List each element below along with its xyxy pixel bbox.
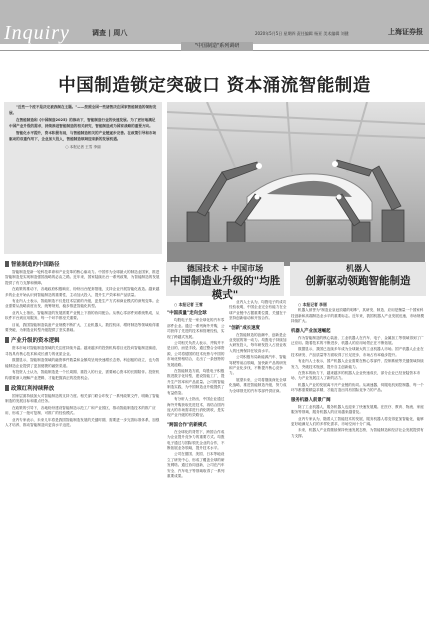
article-paragraph: 机器人产业的发展离不开产业链的协同。从减速器、伺服电机到控制器，每一个环节都需要精益求精，才能打造出具有国际竞争力的产品。	[291, 382, 424, 393]
article-paragraph: 有业内人士表示，国产机器人企业需要在核心零部件、控制系统等关键领域持续发力，突破技术瓶颈，提升自主创新能力。	[291, 359, 424, 369]
article-paragraph: 业内专家认为，随着人工智能技术的发展，服务机器人将变得更加智能化，能够更好地满足人们的多样化需求，市场空间十分广阔。	[291, 416, 424, 426]
article-paragraph: 除了工业机器人，服务机器人也迎来了快速发展期。在医疗、教育、物流、家庭服务等领域，服务机器人的应用越来越普及。	[291, 404, 424, 415]
section-heading: 政策红利持续释放	[5, 384, 161, 392]
lead-paragraph: "近些一个疫不是决定被我制在主题。"——按照全国一些诸智决在国家智能制造的领衔发展。	[9, 105, 157, 115]
right-column-headline: 创新驱动领跑智能制造	[305, 275, 411, 287]
section-en-title: Inquiry	[4, 22, 70, 44]
article-paragraph: 数据显示，我国已连续多年成为全球最大的工业机器人市场。国产机器人企业在技术研发、产品质量等方面取得了长足进步，市场占有率稳步提升。	[291, 347, 424, 357]
section-heading: 机器人产业加速崛起	[291, 328, 331, 334]
middle-article-column-b	[229, 300, 287, 622]
article-paragraph: 有分析人士指出，中国企业通过海外并购获取先进技术，再结合国内庞大的市场需求进行消化吸收，是实现产业升级的有效路径。	[167, 397, 225, 418]
article-paragraph: 未来，机器人产业将继续保持快速发展态势，为智能制造和经济社会发展提供有力支撑。	[291, 428, 424, 438]
series-badge: "中国制造"系列调研	[181, 42, 253, 51]
article-paragraph: 业内人士指出，智能制造的发展需要产业链上下游的协同配合。从核心零部件到系统集成，从软件平台到应用服务，每一个环节都至关重要。	[5, 310, 160, 321]
article-paragraph: 在全球化的背景下，跨国合作成为企业提升竞争力的重要方式。均胜电子通过与国际领先企业的合作，不断拓展业务领域，提升技术水平。	[167, 429, 225, 450]
article-paragraph: 公司在德国、美国、日本等地设立了研发中心，形成了覆盖全球的研发网络。通过协同创新，公司在汽车安全、汽车电子等领域取得了一系列重要成果。	[167, 452, 225, 478]
section-marker-icon	[5, 337, 9, 343]
left-article-column	[5, 257, 161, 622]
article-paragraph: 数据显示，智能制造领域的融资事件数量和金额均呈现快速增长态势。科创板的设立，也为智能制造企业提供了更加便捷的融资渠道。	[5, 358, 160, 368]
lead-reporter: ○ 本报记者 王雪 李丽	[65, 144, 101, 149]
section-heading: "跨国合作"的新模式	[167, 422, 207, 428]
page-headline: 中国制造锁定突破口 资本涌流智能制造	[58, 76, 371, 96]
article-paragraph: 目前，我国智能制造装备产业规模不断扩大，工业机器人、数控机床、增材制造等领域取得重要突破，为制造业转型升级提供了坚实基础。	[5, 322, 160, 333]
article-paragraph: 在资本的助力下，越来越多的机器人企业快速成长，部分企业已经登陆资本市场，为产业发展注入了新的活力。	[291, 371, 421, 381]
middle-article-column-a	[167, 300, 225, 622]
right-column-title-box	[290, 262, 426, 296]
article-paragraph: 作为智能制造的核心装备，工业机器人在汽车、电子、金属加工等领域得到了广泛应用。随着技术的不断进步，机器人的应用场景正在不断拓展。	[291, 335, 424, 346]
article-paragraph: 国家层面持续加大对智能制造的支持力度。相关部门联合印发了一系列政策文件，明确了智能制造的发展目标和重点任务。	[5, 393, 160, 404]
article-paragraph: 展望未来，公司将继续深化全球化战略，推进智能制造升级，努力成为全球领先的汽车零部件供应商。	[229, 377, 287, 393]
article-paragraph: 业内人士认为，均胜电子的成功经验表明，中国企业完全有能力在全球产业链中占据重要位置，关键在于坚持创新驱动和开放合作。	[229, 300, 287, 321]
article-paragraph: 智能制造是新一轮科技革命和产业变革的核心驱动力。中国作为全球最大的制造业国家，推进智能制造是实现制造强国战略的必由之路。近年来，国家陆续出台一系列政策，为智能制造的发展提供了有力支撑和保障。	[5, 270, 160, 285]
section-heading: 智能制造的中国路径	[5, 260, 161, 268]
section-marker-icon	[5, 385, 9, 391]
lead-summary-box	[4, 102, 162, 254]
section-cn-title: 调查 | 周八	[92, 29, 128, 37]
middle-column-title-box	[166, 262, 284, 301]
reporter-byline: ○ 本报记者 王雪	[174, 302, 203, 307]
right-article-column	[291, 300, 425, 622]
article-paragraph: 在政策的推动下，各地政府积极响应，纷纷出台配套措施，支持企业开展智能化改造。越来越多的企业开始认识到智能制造的重要性，主动加大投入，提升生产效率和产品质量。	[5, 287, 160, 297]
article-paragraph: 资本市场对智能制造领域的关注度持续升温。越来越多的投资机构将目光投向智能制造赛道，寻找具有核心技术和成长潜力的优质企业。	[5, 346, 160, 356]
middle-column-tag: 德国技术 + 中国市场	[186, 263, 264, 273]
section-heading: 服务机器人前景广阔	[291, 397, 331, 403]
article-paragraph: 机器人被誉为"制造业皇冠顶端的明珠"，其研发、制造、应用是衡量一个国家科技创新和高端制造业水平的重要标志。近年来，我国机器人产业发展迅速，市场规模持续扩大。	[291, 308, 424, 324]
article-paragraph: 在政策的引导下，各地纷纷建设智能制造示范工厂和产业园区，推动智能制造技术的推广应用，形成了一批可复制、可推广的经验模式。	[5, 405, 156, 416]
article-paragraph: 在智能制造的浪潮中，创新是企业发展的第一动力。均胜电子持续加大研发投入，每年研发投入占营业收入的比例保持在较高水平。	[229, 332, 287, 353]
lead-paragraph: 智能化水平提升，资本积极布局，与智能制造相关的产业链逐步完善。在政策引导和市场驱动的双重作用下，企业加大投入，智能制造领域迎来新的发展机遇。	[9, 131, 157, 141]
issue-date: 2020年5月5日 星期四 责任编辑 杨亚 美术编辑 刘健	[255, 31, 349, 36]
masthead-logo: 上海证券报	[388, 27, 423, 36]
right-column-tag: 机器人	[346, 263, 370, 273]
section-heading: "中国质量"走向全球	[167, 311, 207, 317]
middle-column-headline: 中国制造业升级的"均胜模式"	[169, 275, 281, 301]
lead-paragraph: 在智能制造和《中国制造2025》的推动下，智能制造行业的快速发展。为了更好地满足中国产业升级的需求，持续推进智能制造的相关研究，智能制造成为国家战略的重要方向。	[9, 118, 156, 128]
article-paragraph: 公司相关负责人表示，并购并不是目的，而是手段。通过整合全球资源，公司将德国的技术优势与中国的市场优势相结合，走出了一条独特的发展道路。	[167, 341, 225, 367]
article-paragraph: 有投资人士认为，智能制造是一个长周期、重投入的行业，需要耐心资本的长期陪伴。投资机构需要深入理解产业逻辑，才能把握真正的投资机会。	[5, 370, 160, 380]
article-paragraph: 有业内人士表示，智能制造不仅是技术层面的升级，更是生产方式和商业模式的深刻变革。企业需要从战略高度出发，统筹规划，稳步推进智能化转型。	[5, 299, 160, 309]
factory-robot-photo	[167, 102, 425, 266]
section-heading: 产业升级的资本逻辑	[5, 336, 161, 344]
article-paragraph: 均胜电子是一家全球化的汽车零部件企业。通过一系列海外并购，公司获得了先进的技术和管理经验，实现了跨越式发展。	[167, 318, 225, 339]
article-paragraph: 公司积极布局新能源汽车、智能驾驶等前沿领域，加快新产品的研发和产业化步伐，不断提升核心竞争力。	[229, 355, 287, 376]
reporter-byline: ○ 本报记者 李丽	[298, 302, 327, 307]
section-marker-icon	[5, 261, 9, 267]
article-paragraph: 业内专家表示，未来几年将是我国智能制造发展的关键时期，需要进一步完善标准体系，加强人才培养，推动智能制造向更高水平迈进。	[5, 417, 160, 427]
section-heading: "创新"成长速度	[229, 325, 260, 331]
article-paragraph: 在智能制造方面，均胜电子积极推进数字化转型，建设智能工厂，提升生产效率和产品质量。公司的智能制造实践，为中国制造业升级提供了有益借鉴。	[167, 369, 225, 395]
